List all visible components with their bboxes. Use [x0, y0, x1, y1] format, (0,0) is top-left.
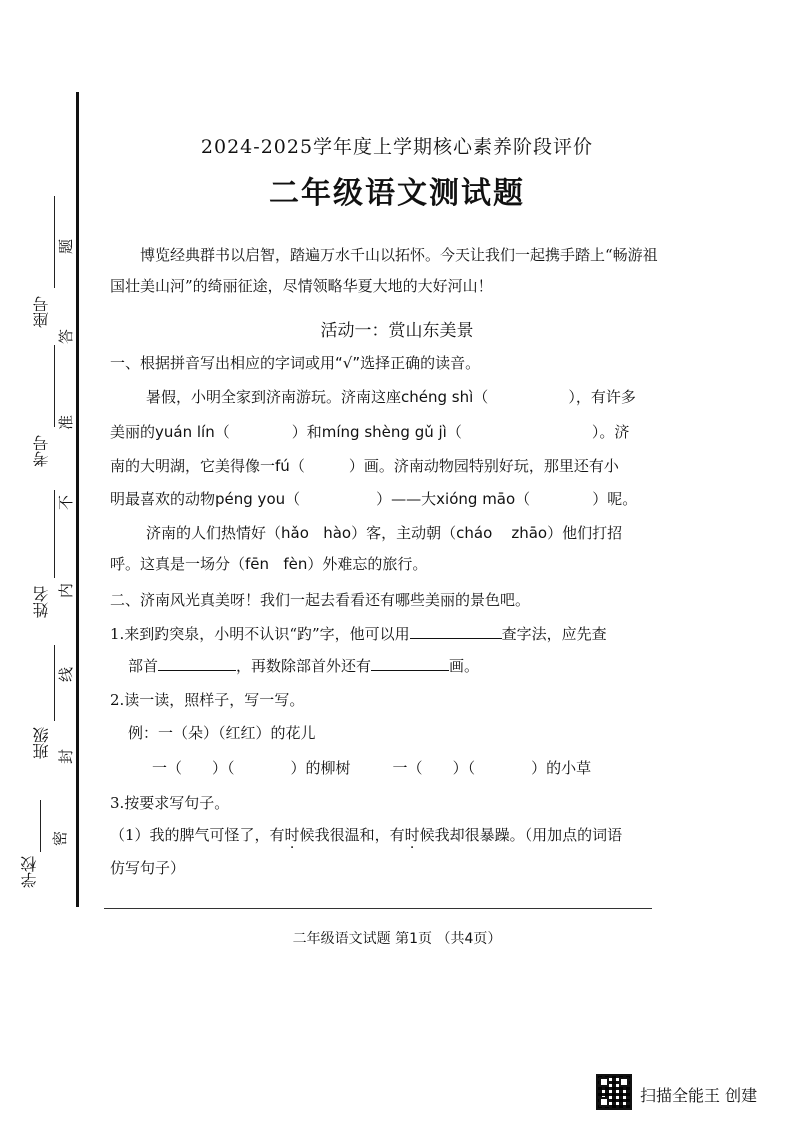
binding-line: [76, 92, 79, 907]
pinyin: péng you: [215, 490, 286, 508]
q2-sub3: 3.按要求写句子。: [110, 794, 230, 812]
text: 暑假，小明全家到济南游玩。济南这座: [146, 388, 402, 406]
pinyin-option[interactable]: zhāo: [511, 524, 548, 542]
exam-title: 二年级语文测试题: [269, 176, 525, 211]
q2-example: 例：一（朵）（红红）的花儿: [128, 724, 316, 742]
q1-line-2: 美丽的yuán lín（ ）和míng shèng gǔ jì（ ）。济: [110, 423, 630, 441]
class-label: 班级: [32, 727, 51, 759]
seal-char-ti: 题: [57, 238, 76, 255]
q2-sub3-item1-line2: 仿写句子）: [110, 859, 186, 877]
seal-char-mi: 密: [51, 830, 70, 847]
text: 呢。: [607, 490, 638, 508]
pinyin: yuán lín: [155, 423, 215, 441]
seal-char-da: 答: [57, 328, 76, 345]
q2-heading: 二、济南风光真美呀！我们一起去看看还有哪些美丽的景色吧。: [110, 591, 531, 609]
text: 部首: [128, 657, 159, 675]
pinyin: fú: [275, 457, 290, 475]
text: ）客，主动朝（: [351, 524, 457, 542]
text: ）的小草: [531, 759, 592, 777]
seal-char-zhun: 准: [57, 414, 76, 431]
scanner-watermark: 扫描全能王 创建: [640, 1086, 758, 1105]
dotted-text: 有时候: [269, 826, 315, 844]
q2-exercise-row: [152, 757, 591, 778]
q2-sub2: 2.读一读，照样子，写一写。: [110, 691, 305, 709]
q1-line-1: 暑假，小明全家到济南游玩。济南这座chéng shì（ ），有许多: [146, 388, 636, 406]
text: 我却很暴躁。（用加点的词语: [434, 826, 623, 844]
answer-blank[interactable]: [410, 624, 502, 639]
text: 南的大明湖，它美得像一: [110, 457, 276, 475]
exam-number-label: 考号: [32, 435, 51, 467]
q1-line-3: 南的大明湖，它美得像一fú（ ）画。济南动物园特别好玩，那里还有小: [110, 457, 619, 475]
text: 呼。这真是一场分（: [110, 555, 246, 573]
text: 济南的人们热情好（: [146, 524, 282, 542]
school-line: [40, 800, 41, 852]
exam-subtitle: 2024-2025学年度上学期核心素养阶段评价: [200, 136, 594, 158]
q1-line-4: 明最喜欢的动物péng you（ ）——大xióng māo（ ）呢。: [110, 490, 638, 508]
text: 我很温和，: [314, 826, 390, 844]
text: 画。: [449, 657, 480, 675]
text: 美丽的: [110, 423, 156, 441]
dotted-text: 有时候: [389, 826, 435, 844]
q1-line-5: [146, 522, 622, 543]
text: ）他们打招: [547, 524, 623, 542]
seal-char-feng: 封: [57, 748, 76, 765]
pinyin-option[interactable]: hǎo: [281, 524, 309, 542]
text: ——大: [391, 490, 437, 508]
text: 明最喜欢的动物: [110, 490, 216, 508]
footer-divider: [104, 908, 652, 909]
intro-paragraph: 博览经典群书以启智，踏遍万水千山以拓怀。今天让我们一起携手踏上“畅游祖国壮美山河”的绮丽征途，尽情领略华夏大地的大好河山！: [110, 246, 658, 295]
answer-blank[interactable]: [371, 656, 449, 671]
text: 一（: [392, 759, 423, 777]
pinyin-option[interactable]: fèn: [283, 555, 308, 573]
text: ，再数除部首外还有: [236, 657, 372, 675]
pinyin: chéng shì: [401, 388, 474, 406]
text: 。济: [599, 423, 630, 441]
seal-char-bu: 不: [57, 494, 76, 511]
q1-line-6: [110, 553, 427, 574]
page-footer: 二年级语文试题 第1页 （共4页）: [292, 931, 502, 947]
text: ）的柳树: [290, 759, 351, 777]
q2-sub1-line2: [128, 655, 479, 676]
school-label: 学校: [20, 856, 39, 888]
text: （1）我的脾气可怪了，: [110, 826, 270, 844]
pinyin: xióng māo: [436, 490, 516, 508]
text: 和: [306, 423, 322, 441]
pinyin-option[interactable]: cháo: [456, 524, 493, 542]
text: 画。济南动物园特别好玩，那里还有小: [363, 457, 619, 475]
q1-heading: 一、根据拼音写出相应的字词或用“√”选择正确的读音。: [110, 354, 481, 372]
text: 1.来到趵突泉，小明不认识“趵”字，他可以用: [110, 625, 410, 643]
name-label: 姓名: [32, 586, 51, 618]
class-line: [54, 645, 55, 721]
text: ）（: [452, 759, 476, 777]
text: ）（: [212, 759, 235, 777]
pinyin: míng shèng gǔ jì: [321, 423, 447, 441]
emphasized-word: [390, 826, 435, 844]
seal-char-xian: 线: [57, 666, 76, 683]
q2-sub3-item1-line1: [110, 824, 622, 845]
qr-code-icon: [596, 1074, 632, 1110]
answer-blank[interactable]: [158, 656, 236, 671]
activity-heading: 活动一：赏山东美景: [320, 321, 474, 341]
q2-sub1-line1: [110, 623, 607, 644]
text: 查字法，应先查: [501, 625, 607, 643]
text: 一（: [152, 759, 183, 777]
pinyin-option[interactable]: fēn: [245, 555, 270, 573]
text: ，有许多: [575, 388, 636, 406]
text: ）外难忘的旅行。: [307, 555, 428, 573]
pinyin-option[interactable]: hào: [323, 524, 352, 542]
emphasized-word: [270, 826, 315, 844]
seal-char-nei: 内: [57, 582, 76, 599]
seat-number-label: 座号: [32, 296, 51, 328]
